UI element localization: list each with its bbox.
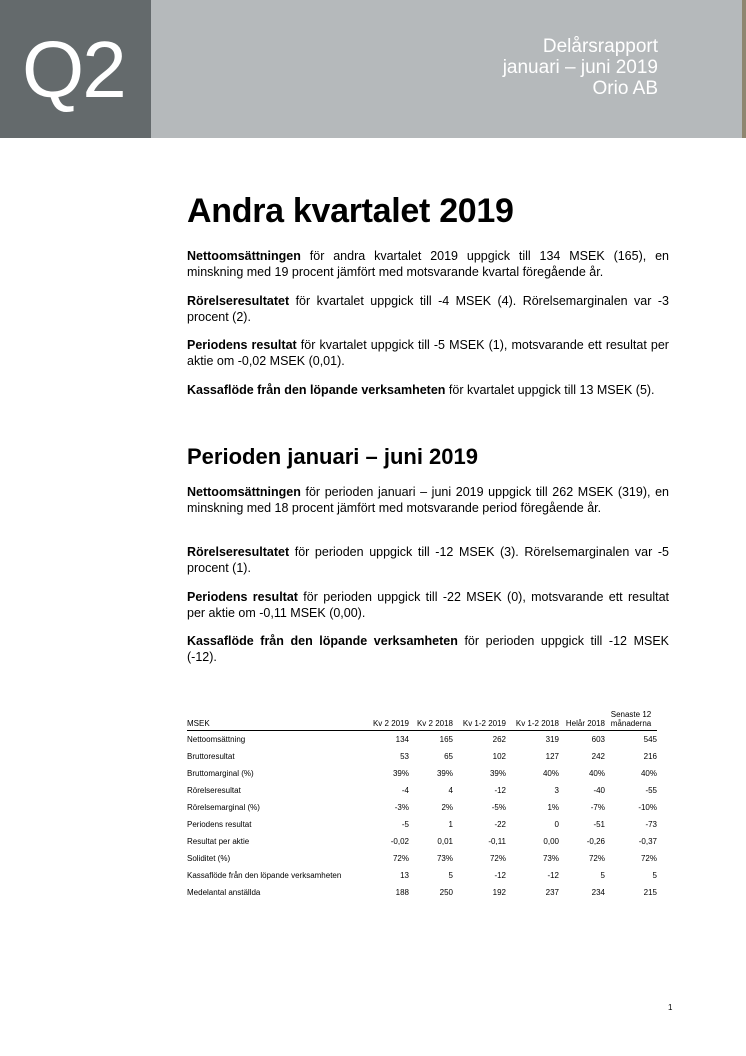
table-cell: 188 xyxy=(395,888,409,897)
table-cell: -0,37 xyxy=(638,837,657,846)
period-heading: Perioden januari – juni 2019 xyxy=(187,444,478,469)
report-period: januari – juni 2019 xyxy=(502,57,658,78)
table-row-label: Resultat per aktie xyxy=(187,837,250,846)
table-cell: 192 xyxy=(492,888,506,897)
table-cell: 234 xyxy=(591,888,605,897)
table-row-label: Soliditet (%) xyxy=(187,854,231,863)
table-cell: 215 xyxy=(643,888,657,897)
table-row-label: Bruttomarginal (%) xyxy=(187,769,254,778)
table-cell: 72% xyxy=(392,854,409,863)
table-cell: 72% xyxy=(640,854,657,863)
table-cell: -0,11 xyxy=(488,837,506,846)
table-cell: 2% xyxy=(441,803,453,812)
quarter-paragraph-net-sales: Nettoomsättningen för andra kvartalet 2019 uppgick till 134 MSEK (165), en minskning med 19 procent jämfört med motsvarande kvartal föregående år. xyxy=(187,249,669,279)
table-cell: 65 xyxy=(444,752,453,761)
table-cell: -0,26 xyxy=(586,837,605,846)
table-cell: 73% xyxy=(436,854,453,863)
table-cell: 216 xyxy=(643,752,657,761)
table-cell: 39% xyxy=(436,769,453,778)
quarter-paragraph-operating-result: Rörelseresultatet för kvartalet uppgick till -4 MSEK (4). Rörelsemarginalen var -3 procent (2). xyxy=(187,294,669,324)
table-row xyxy=(187,765,657,782)
table-row-label: Medelantal anställda xyxy=(187,888,261,897)
table-cell: 40% xyxy=(542,769,559,778)
table-cell: -51 xyxy=(593,820,605,829)
table-row xyxy=(187,867,657,884)
table-cell: 165 xyxy=(439,735,453,744)
table-row xyxy=(187,816,657,833)
table-header-cell: Kv 1-2 2019 xyxy=(462,719,506,728)
period-paragraph-cash-flow: Kassaflöde från den löpande verksamheten för perioden uppgick till -12 MSEK (-12). xyxy=(187,634,669,664)
table-row xyxy=(187,884,657,901)
table-cell: -73 xyxy=(645,820,657,829)
header-text xyxy=(503,36,658,99)
company-name: Orio AB xyxy=(592,78,658,99)
table-cell: 1% xyxy=(547,803,559,812)
table-cell: 40% xyxy=(588,769,605,778)
table-cell: 262 xyxy=(492,735,506,744)
table-row-label: Rörelsemarginal (%) xyxy=(187,803,260,812)
header-accent-strip xyxy=(742,0,746,138)
table-row-label: Nettoomsättning xyxy=(187,735,246,744)
table-cell: -0,02 xyxy=(390,837,409,846)
report-title: Delårsrapport xyxy=(542,36,658,57)
table-cell: 72% xyxy=(489,854,506,863)
table-cell: -12 xyxy=(547,871,559,880)
table-row xyxy=(187,731,657,749)
table-cell: -4 xyxy=(401,786,409,795)
table-cell: 0 xyxy=(554,820,559,829)
table-cell: 4 xyxy=(448,786,453,795)
table-header-cell: Senaste 12 månaderna xyxy=(610,710,652,728)
table-cell: -3% xyxy=(394,803,409,812)
table-body xyxy=(187,731,657,902)
table-cell: -7% xyxy=(590,803,605,812)
table-cell: 13 xyxy=(400,871,409,880)
table-cell: 127 xyxy=(545,752,559,761)
table-cell: 319 xyxy=(545,735,559,744)
table-header-cell: MSEK xyxy=(187,719,210,728)
period-paragraph-net-sales: Nettoomsättningen för perioden januari – juni 2019 uppgick till 262 MSEK (319), en minskning med 18 procent jämfört med motsvarande period föregående år. xyxy=(187,485,669,515)
table-cell: 53 xyxy=(400,752,409,761)
table-cell: 0,01 xyxy=(437,837,453,846)
table-row xyxy=(187,799,657,816)
header-title-block xyxy=(151,0,746,138)
table-cell: -12 xyxy=(494,871,506,880)
table-cell: 73% xyxy=(542,854,559,863)
table-cell: 134 xyxy=(395,735,409,744)
table-cell: -55 xyxy=(645,786,657,795)
table-header-cell: Helår 2018 xyxy=(565,719,605,728)
table-cell: 5 xyxy=(652,871,657,880)
quarter-label: Q2 xyxy=(22,25,125,114)
table-row-label: Periodens resultat xyxy=(187,820,252,829)
table-cell: -5 xyxy=(401,820,409,829)
table-header-cell: Kv 1-2 2018 xyxy=(515,719,559,728)
table-row-label: Kassaflöde från den löpande verksamheten xyxy=(187,871,342,880)
table-header-cell: Kv 2 2019 xyxy=(372,719,409,728)
table-cell: 545 xyxy=(643,735,657,744)
table-cell: 1 xyxy=(448,820,453,829)
table-header-cell: Kv 2 2018 xyxy=(416,719,453,728)
period-paragraph-period-result: Periodens resultat för perioden uppgick till -22 MSEK (0), motsvarande ett resultat per aktie om -0,11 MSEK (0,00). xyxy=(187,590,669,620)
table-row xyxy=(187,782,657,799)
table-cell: 39% xyxy=(489,769,506,778)
table-row-label: Bruttoresultat xyxy=(187,752,235,761)
table-row xyxy=(187,833,657,850)
header-quarter-block xyxy=(0,0,151,138)
table-cell: 603 xyxy=(591,735,605,744)
table-row xyxy=(187,850,657,867)
table-cell: 3 xyxy=(554,786,559,795)
table-cell: 102 xyxy=(492,752,506,761)
table-cell: 0,00 xyxy=(543,837,559,846)
table-cell: -22 xyxy=(494,820,506,829)
period-paragraph-operating-result: Rörelseresultatet för perioden uppgick till -12 MSEK (3). Rörelsemarginalen var -5 procent (1). xyxy=(187,545,669,575)
table-cell: 5 xyxy=(448,871,453,880)
table-row xyxy=(187,748,657,765)
table-cell: 40% xyxy=(640,769,657,778)
table-cell: 237 xyxy=(545,888,559,897)
table-row-label: Rörelseresultat xyxy=(187,786,241,795)
table-cell: -12 xyxy=(494,786,506,795)
table-cell: 242 xyxy=(591,752,605,761)
quarter-paragraph-cash-flow: Kassaflöde från den löpande verksamheten för kvartalet uppgick till 13 MSEK (5). xyxy=(187,383,655,397)
quarter-paragraph-period-result: Periodens resultat för kvartalet uppgick till -5 MSEK (1), motsvarande ett resultat per aktie om -0,02 MSEK (0,01). xyxy=(187,338,669,368)
table-header-row xyxy=(187,710,657,731)
page-number: 1 xyxy=(668,1003,673,1012)
table-cell: -10% xyxy=(638,803,657,812)
quarter-heading: Andra kvartalet 2019 xyxy=(187,192,514,230)
table-cell: 250 xyxy=(439,888,453,897)
table-cell: -5% xyxy=(491,803,506,812)
table-cell: 72% xyxy=(588,854,605,863)
table-cell: 39% xyxy=(392,769,409,778)
table-cell: 5 xyxy=(600,871,605,880)
table-cell: -40 xyxy=(593,786,605,795)
key-figures-table xyxy=(187,710,657,901)
